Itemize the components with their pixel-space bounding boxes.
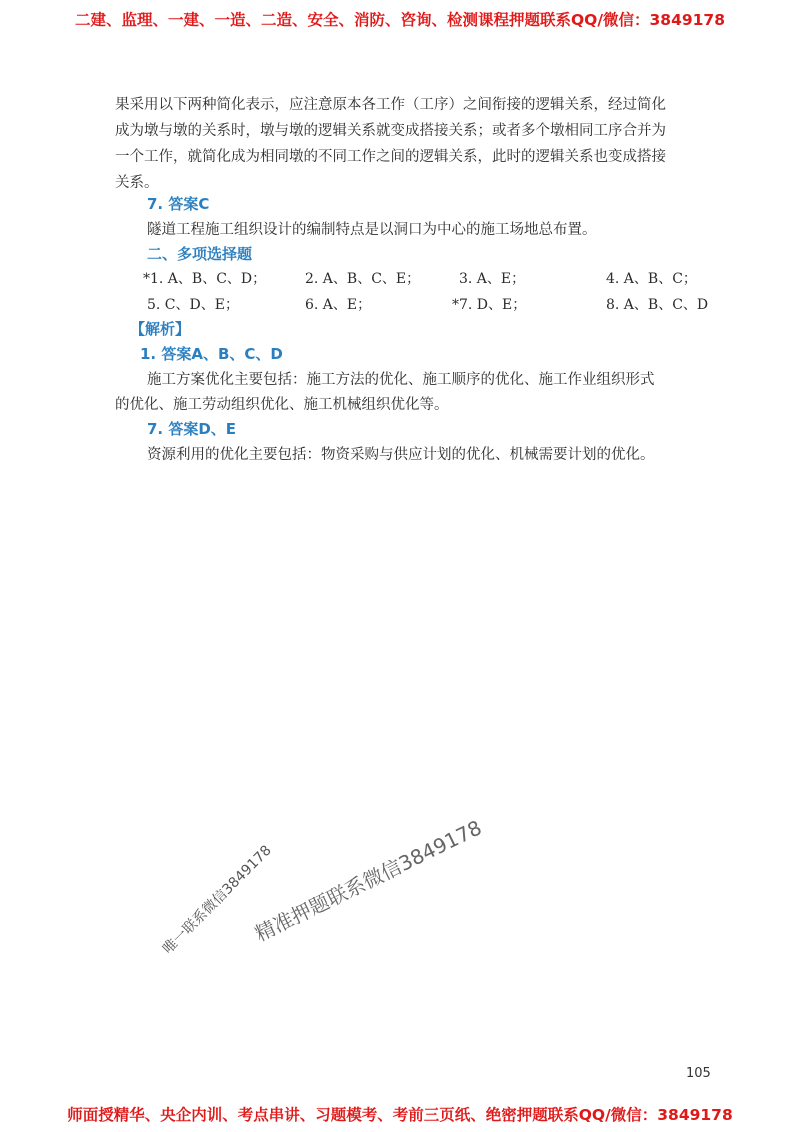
answer-item: 6. A、E； [305, 297, 372, 313]
answer7-text: 隧道工程施工组织设计的编制特点是以洞口为中心的施工场地总布置。 [147, 222, 597, 238]
answer-item: 3. A、E； [459, 271, 526, 287]
intro-line: 成为墩与墩的关系时，墩与墩的逻辑关系就变成搭接关系；或者多个墩相同工序合并为 [115, 123, 666, 139]
watermark-large: 精准押题联系微信3849178 [251, 815, 486, 947]
m1-line: 施工方案优化主要包括：施工方法的优化、施工顺序的优化、施工作业组织形式 [147, 372, 655, 388]
answer-item: 5. C、D、E； [147, 297, 239, 313]
answer7-heading: 7. 答案C [147, 195, 210, 213]
answer-item: 4. A、B、C； [606, 271, 697, 287]
analysis-label: 【解析】 [130, 320, 191, 338]
page-number: 105 [686, 1066, 711, 1081]
m7-text: 资源利用的优化主要包括：物资采购与供应计划的优化、机械需要计划的优化。 [147, 447, 655, 463]
answer-item: *7. D、E； [452, 297, 527, 313]
m1-line: 的优化、施工劳动组织优化、施工机械组织优化等。 [115, 397, 449, 413]
answer-item: *1. A、B、C、D； [143, 271, 267, 287]
answer-item: 8. A、B、C、D [606, 297, 709, 313]
answers-row [143, 268, 743, 294]
answers-row [143, 294, 743, 320]
bottom-ad-banner: 师面授精华、央企内训、考点串讲、习题模考、考前三页纸、绝密押题联系QQ/微信：3849178 [67, 1106, 733, 1124]
top-ad-banner: 二建、监理、一建、一造、二造、安全、消防、咨询、检测课程押题联系QQ/微信：3849178 [74, 11, 725, 29]
m7-heading: 7. 答案D、E [147, 420, 237, 438]
intro-line: 关系。 [115, 175, 159, 191]
intro-paragraph [115, 92, 735, 196]
multi-answers-grid [143, 268, 743, 320]
watermark-small: 唯一联系微信3849178 [159, 842, 275, 958]
answer-item: 2. A、B、C、E； [305, 271, 421, 287]
m1-heading: 1. 答案A、B、C、D [140, 345, 283, 363]
section2-heading: 二、多项选择题 [147, 245, 253, 263]
intro-line: 果采用以下两种简化表示，应注意原本各工作（工序）之间衔接的逻辑关系，经过简化 [115, 97, 666, 113]
intro-line: 一个工作，就简化成为相同墩的不同工作之间的逻辑关系，此时的逻辑关系也变成搭接 [115, 149, 666, 165]
